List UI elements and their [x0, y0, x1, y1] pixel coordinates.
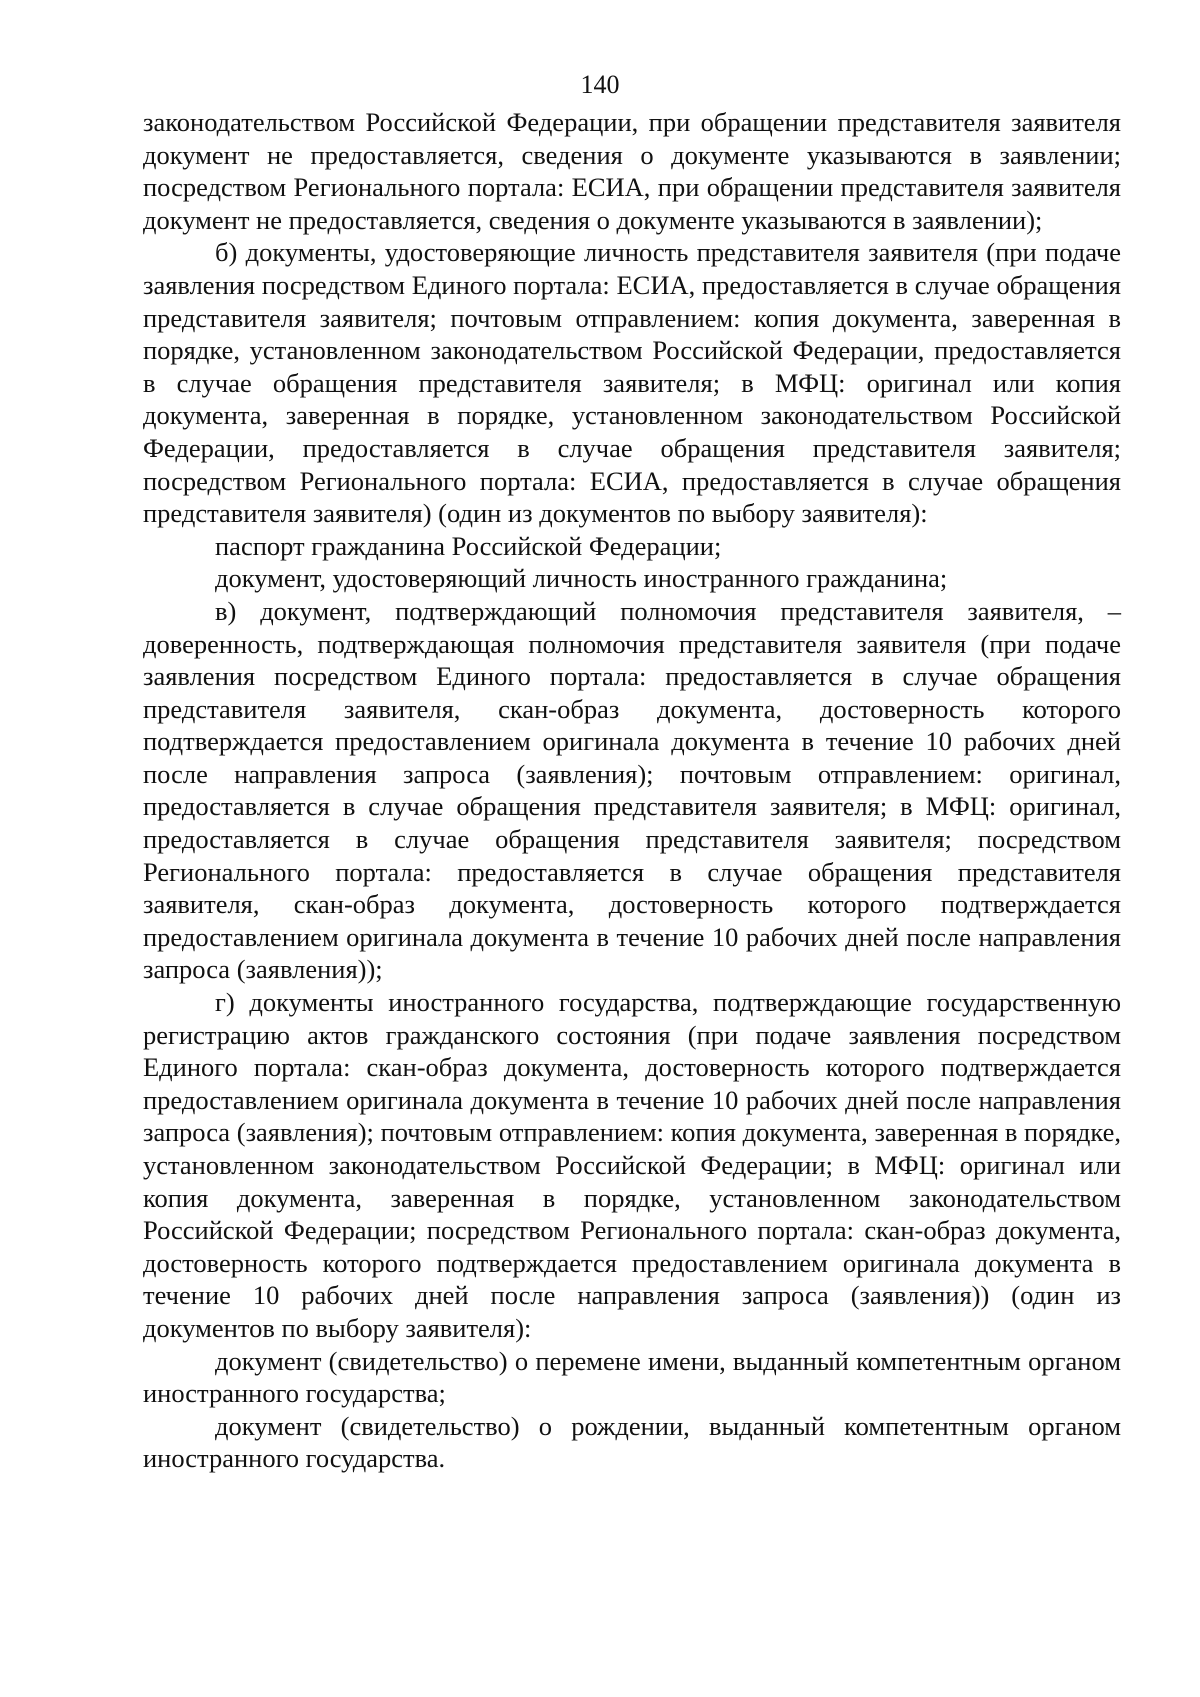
paragraph-passport: паспорт гражданина Российской Федерации;	[215, 530, 722, 561]
paragraph-birth-certificate: документ (свидетельство) о рождении, выданный компетентным органом иностранного государства.	[143, 1410, 1121, 1474]
page-number: 140	[580, 70, 620, 99]
paragraph-name-change: документ (свидетельство) о перемене имени, выданный компетентным органом иностранного государства;	[143, 1345, 1121, 1409]
document-body	[143, 106, 1121, 1475]
paragraph-item-v: в) документ, подтверждающий полномочия представителя заявителя, – доверенность, подтверждающая полномочия представителя заявителя (при подаче заявления посредством Единого портала: предоставляется в случае обращения представителя заявителя, скан-образ документа, достоверность которого подтверждается предоставлением оригинала документа в течение 10 рабочих дней после направления запроса (заявления); почтовым отправлением: оригинал, предоставляется в случае обращения представителя заявителя; в МФЦ: оригинал, предоставляется в случае обращения представителя заявителя; посредством Регионального портала: предоставляется в случае обращения представителя заявителя, скан-образ документа, достоверность которого подтверждается предоставлением оригинала документа в течение 10 рабочих дней после направления запроса (заявления));	[143, 595, 1121, 985]
paragraph-continuation: законодательством Российской Федерации, при обращении представителя заявителя документ не предоставляется, сведения о документе указываются в заявлении; посредством Регионального портала: ЕСИА, при обращении представителя заявителя документ не предоставляется, сведения о документе указываются в заявлении);	[143, 107, 1121, 235]
paragraph-item-g: г) документы иностранного государства, подтверждающие государственную регистрацию актов гражданского состояния (при подаче заявления посредством Единого портала: скан-образ документа, достоверность которого подтверждается предоставлением оригинала документа в течение 10 рабочих дней после направления запроса (заявления); почтовым отправлением: копия документа, заверенная в порядке, установленном законодательством Российской Федерации; в МФЦ: оригинал или копия документа, заверенная в порядке, установленном законодательством Российской Федерации; посредством Регионального портала: скан-образ документа, достоверность которого подтверждается предоставлением оригинала документа в течение 10 рабочих дней после направления запроса (заявления)) (один из документов по выбору заявителя):	[143, 987, 1121, 1343]
paragraph-item-b: б) документы, удостоверяющие личность представителя заявителя (при подаче заявления посредством Единого портала: ЕСИА, предоставляется в случае обращения представителя заявителя; почтовым отправлением: копия документа, заверенная в порядке, установленном законодательством Российской Федерации, предоставляется в случае обращения представителя заявителя; в МФЦ: оригинал или копия документа, заверенная в порядке, установленном законодательством Российской Федерации, предоставляется в случае обращения представителя заявителя; посредством Регионального портала: ЕСИА, предоставляется в случае обращения представителя заявителя) (один из документов по выбору заявителя):	[143, 237, 1121, 529]
paragraph-foreign-id: документ, удостоверяющий личность иностранного гражданина;	[215, 563, 948, 594]
